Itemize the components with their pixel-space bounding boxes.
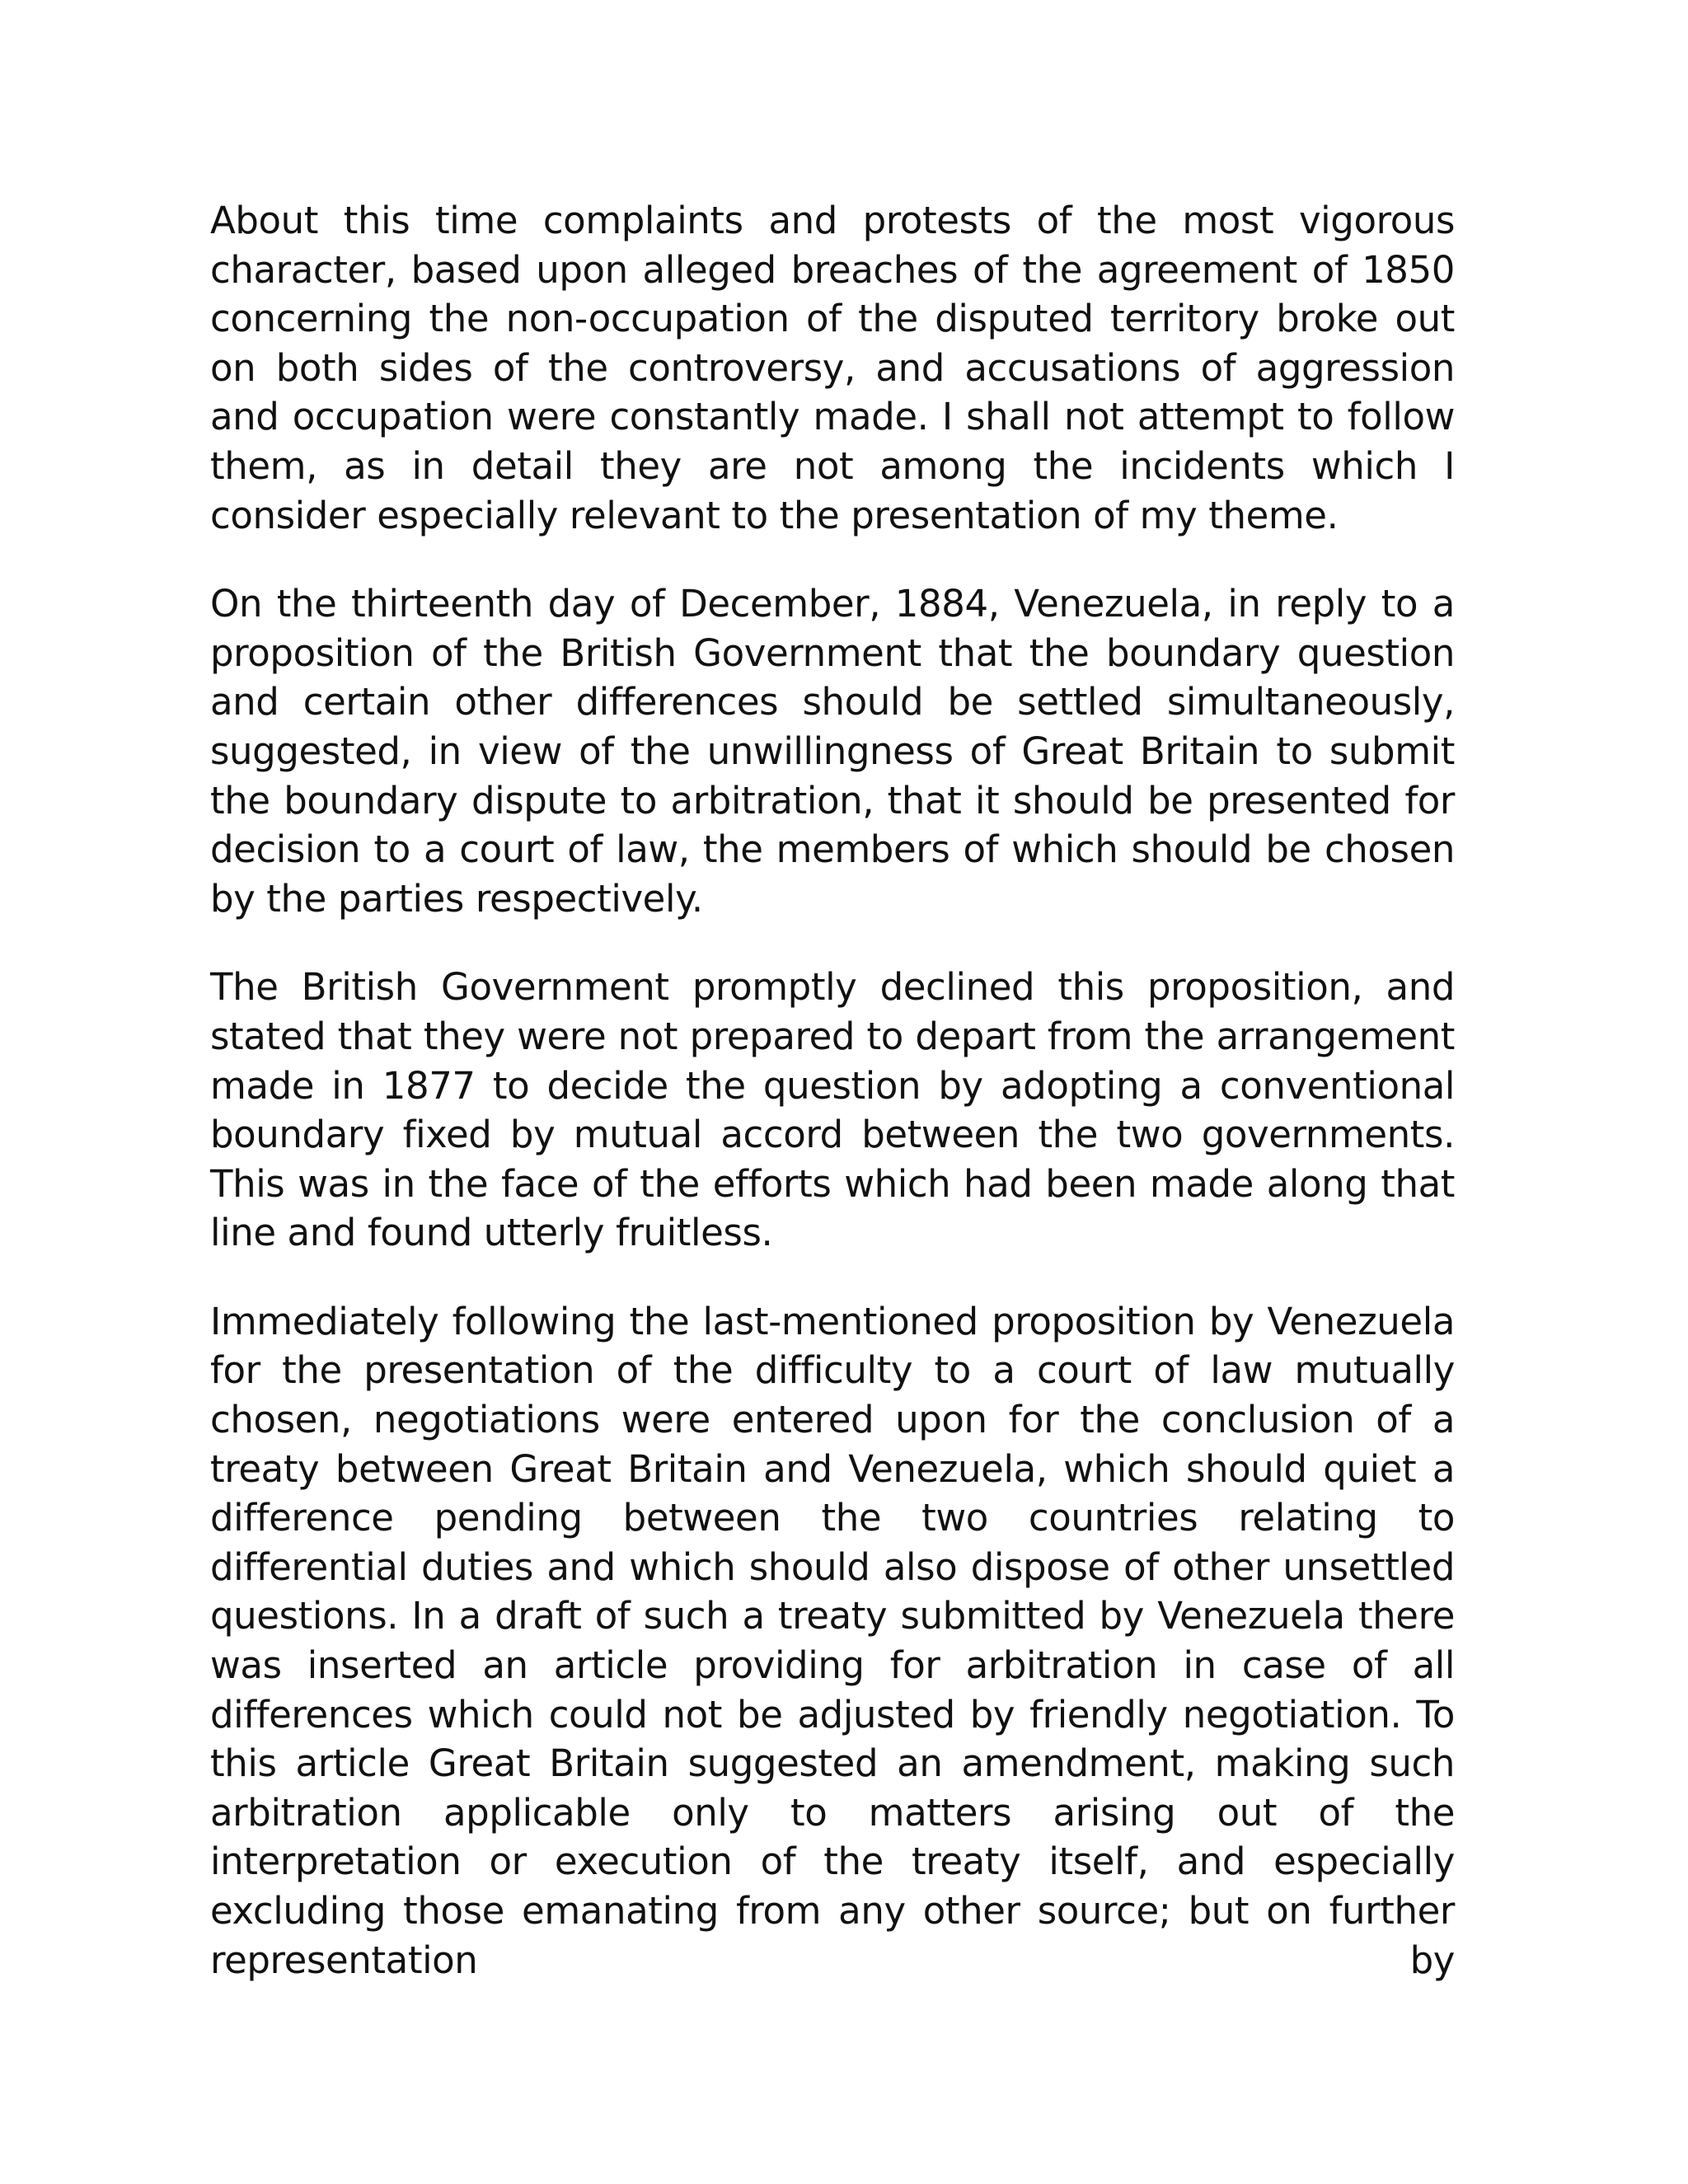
paragraph-4: Immediately following the last-mentioned proposition by Venezuela for the presentation of the difficulty to a court of law mutually chosen, negotiations were entered upon for the conclusion of a treaty between Great Britain and Venezuela, which should quiet a difference pending between the two countries relating to differential duties and which should also dispose of other unsettled questions. In a draft of such a treaty submitted by Venezuela there was inserted an article providing for arbitration in case of all differences which could not be adjusted by friendly negotiation. To this article Great Britain suggested an amendment, making such arbitration applicable only to matters arising out of the interpretation or execution of the treaty itself, and especially excluding those emanating from any other source; but on further representation by	[210, 1299, 1455, 1982]
paragraph-2: On the thirteenth day of December, 1884, Venezuela, in reply to a proposition of the British Government that the boundary question and certain other differences should be settled simultaneously, suggested, in view of the unwillingness of Great Britain to submit the boundary dispute to arbitration, that it should be presented for decision to a court of law, the members of which should be chosen by the parties respectively.	[210, 582, 1455, 921]
paragraph-1: About this time complaints and protests of the most vigorous character, based upon alleged breaches of the agreement of 1850 concerning the non-occupation of the disputed territory broke out on both sides of the controversy, and accusations of aggression and occupation were constantly made. I shall not attempt to follow them, as in detail they are not among the incidents which I consider especially relevant to the presentation of my theme.	[210, 199, 1455, 537]
body-text	[210, 196, 1455, 1985]
paragraph-3: The British Government promptly declined this proposition, and stated that they were not prepared to depart from the arrangement made in 1877 to decide the question by adopting a conventional boundary fixed by mutual accord between the two governments. This was in the face of the efforts which had been made along that line and found utterly fruitless.	[210, 965, 1455, 1255]
